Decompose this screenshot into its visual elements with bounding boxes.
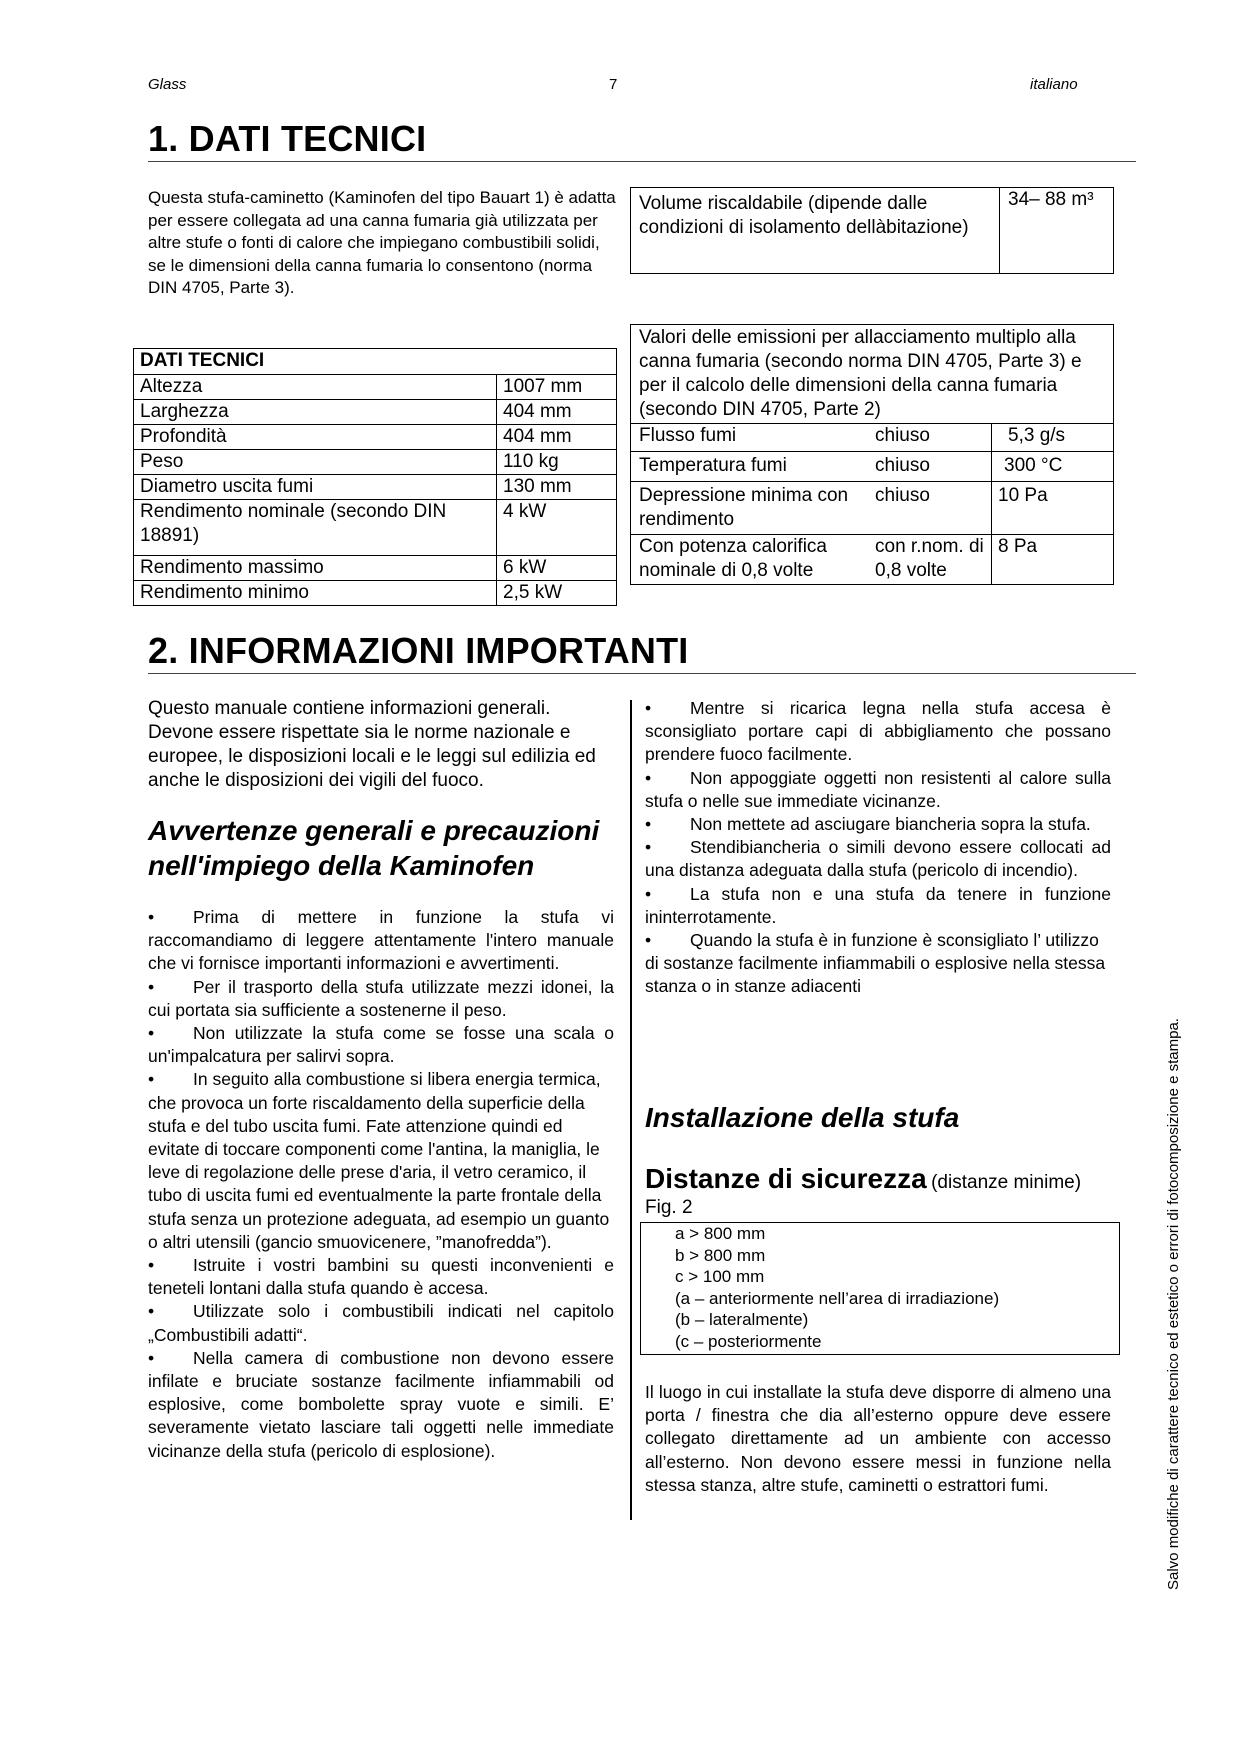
distances-title: Distanze di sicurezza [645, 1163, 927, 1194]
spec-label: Rendimento nominale (secondo DIN 18891) [134, 500, 497, 556]
warnings-title: Avvertenze generali e precauzioni nell'impiego della Kaminofen [148, 815, 600, 881]
list-item: • Istruite i vostri bambini su questi inconvenienti e teneteli lontani dalla stufa quando è accesa. [148, 1255, 614, 1299]
right-bullet-list [645, 697, 1111, 999]
general-info-paragraph: Questo manuale contiene informazioni generali. Devone essere rispettate sia le norme nazionale e europee, le disposizioni locali e le leggi sul edilizia ed anche le disposizioni dei vigili del fuoco. [148, 698, 596, 791]
distances-note: (distanze minime) [931, 1172, 1082, 1193]
volume-value: 34– 88 m³ [1000, 188, 1114, 274]
distance-item: b > 800 mm [675, 1245, 766, 1265]
emission-state: chiuso [871, 424, 992, 452]
spec-value: 404 mm [497, 400, 617, 425]
emissions-heading: Valori delle emissioni per allacciamento multiplo alla canna fumaria (secondo norma DIN 4705, Parte 3) e per il calcolo delle dimensioni della canna fumaria (secondo DIN 4705, Parte 2) [631, 325, 1114, 424]
install-title: Installazione della stufa [645, 1102, 960, 1133]
install-paragraph: Il luogo in cui installate la stufa deve disporre di almeno una porta / finestra che dia all’esterno oppure deve essere collegato direttamente ad un ambiente con accesso all’esterno. Non devono essere messi in funzione nella stessa stanza, altre stufe, caminetti o estrattori fumi. [645, 1382, 1111, 1495]
emission-value: 10 Pa [992, 482, 1114, 535]
header-language: italiano [1030, 76, 1078, 93]
spec-label: Profondità [134, 425, 497, 450]
distance-item: a > 800 mm [675, 1224, 766, 1243]
distance-item: (c – posteriormente [675, 1331, 822, 1351]
volume-label: Volume riscaldabile (dipende dalle condizioni di isolamento dellàbitazione) [631, 188, 1000, 274]
header-page-number: 7 [609, 76, 618, 93]
column-divider [630, 700, 632, 1520]
spec-label: Rendimento massimo [134, 556, 497, 581]
distance-item: (a – anteriormente nell’area di irradiazione) [675, 1288, 1000, 1308]
left-bullet-list [148, 906, 614, 1463]
intro-paragraph: Questa stufa-caminetto (Kaminofen del tipo Bauart 1) è adatta per essere collegata ad una canna fumaria già utilizzata per altre stufe o fonti di calore che impiegano combustibili solidi, se le dimensioni della canna fumaria lo consentono (norma DIN 4705, Parte 3). [148, 188, 616, 298]
list-item: • Non mettete ad asciugare biancheria sopra la stufa. [645, 814, 1091, 835]
list-item: • Utilizzate solo i combustibili indicati nel capitolo „Combustibili adatti“. [148, 1301, 614, 1345]
emission-state: con r.nom. di 0,8 volte [871, 535, 992, 585]
spec-label: Altezza [134, 375, 497, 400]
spec-value: 404 mm [497, 425, 617, 450]
section-rule [148, 673, 1136, 674]
list-item: • Prima di mettere in funzione la stufa vi raccomandiamo di leggere attentamente l'intero manuale che vi fornisce importanti informazioni e avvertimenti. [148, 907, 614, 974]
emission-value: 8 Pa [992, 535, 1114, 585]
emission-state: chiuso [871, 482, 992, 535]
spec-value: 4 kW [497, 500, 617, 556]
spec-label: Rendimento minimo [134, 581, 497, 606]
distance-item: (b – lateralmente) [675, 1310, 809, 1329]
emission-label: Depressione minima con rendimento [631, 482, 872, 535]
list-item: • Quando la stufa è in funzione è sconsigliato l’ utilizzo di sostanze facilmente infiammabili o esplosive nella stessa stanza o in stanze adiacenti [645, 930, 1106, 997]
spec-value: 110 kg [497, 450, 617, 475]
specs-heading: DATI TECNICI [134, 349, 617, 375]
spec-value: 1007 mm [497, 375, 617, 400]
list-item: • Stendibiancheria o simili devono essere collocati ad una distanza adeguata dalla stufa (pericolo di incendio). [645, 837, 1111, 881]
list-item: • Non appoggiate oggetti non resistenti al calore sulla stufa o nelle sue immediate vicinanze. [645, 767, 1111, 811]
side-disclaimer: Salvo modifiche di carattere tecnico ed estetico o errori di fotocomposizione e stampa. [1165, 1018, 1182, 1590]
figure-label: Fig. 2 [645, 1197, 693, 1218]
spec-value: 130 mm [497, 475, 617, 500]
section-title-informazioni: 2. INFORMAZIONI IMPORTANTI [148, 630, 689, 671]
list-item: • Nella camera di combustione non devono essere infilate e bruciate sostanze facilmente infiammabili od esplosive, come bombolette spray vuote e simili. E’ severamente vietato lasciare tali oggetti nelle immediate vicinanze della stufa (pericolo di esplosione). [148, 1347, 614, 1461]
list-item: • Per il trasporto della stufa utilizzate mezzi idonei, la cui portata sia sufficiente a sostenerne il peso. [148, 976, 614, 1020]
emission-state: chiuso [871, 452, 992, 482]
list-item: • Mentre si ricarica legna nella stufa accesa è sconsigliato portare capi di abbigliamento che possano prendere fuoco facilmente. [645, 698, 1111, 765]
distance-item: c > 100 mm [675, 1267, 765, 1286]
volume-table [630, 187, 1114, 274]
distances-box [640, 1222, 1120, 1355]
header-doc-name: Glass [148, 76, 187, 93]
list-item: • La stufa non e una stufa da tenere in funzione ininterrotamente. [645, 883, 1111, 927]
emissions-table [630, 324, 1114, 585]
emission-label: Flusso fumi [631, 424, 872, 452]
section-rule [148, 161, 1136, 162]
emission-value: 300 °C [992, 452, 1114, 482]
spec-value: 2,5 kW [497, 581, 617, 606]
specs-table [133, 348, 617, 606]
spec-value: 6 kW [497, 556, 617, 581]
list-item: • Non utilizzate la stufa come se fosse una scala o un'impalcatura per salirvi sopra. [148, 1023, 614, 1067]
list-item: • In seguito alla combustione si libera energia termica, che provoca un forte riscaldamento della superficie della stufa e del tubo uscita fumi. Fate attenzione quindi ed evitate di toccare componenti come l'antina, la maniglia, le leve di regolazione delle prese d'aria, il vetro ceramico, il tubo di uscita fumi ed eventualmente la parte frontale della stufa senza un protezione adeguata, ad esempio un guanto o altri utensili (gancio smuovicenere, ”manofredda”). [148, 1069, 610, 1252]
spec-label: Diametro uscita fumi [134, 475, 497, 500]
spec-label: Peso [134, 450, 497, 475]
distances-heading [645, 1163, 1135, 1195]
section-title-dati-tecnici: 1. DATI TECNICI [148, 118, 427, 159]
spec-label: Larghezza [134, 400, 497, 425]
emission-label: Temperatura fumi [631, 452, 872, 482]
emission-label: Con potenza calorifica nominale di 0,8 volte [631, 535, 872, 585]
emission-value: 5,3 g/s [992, 424, 1114, 452]
